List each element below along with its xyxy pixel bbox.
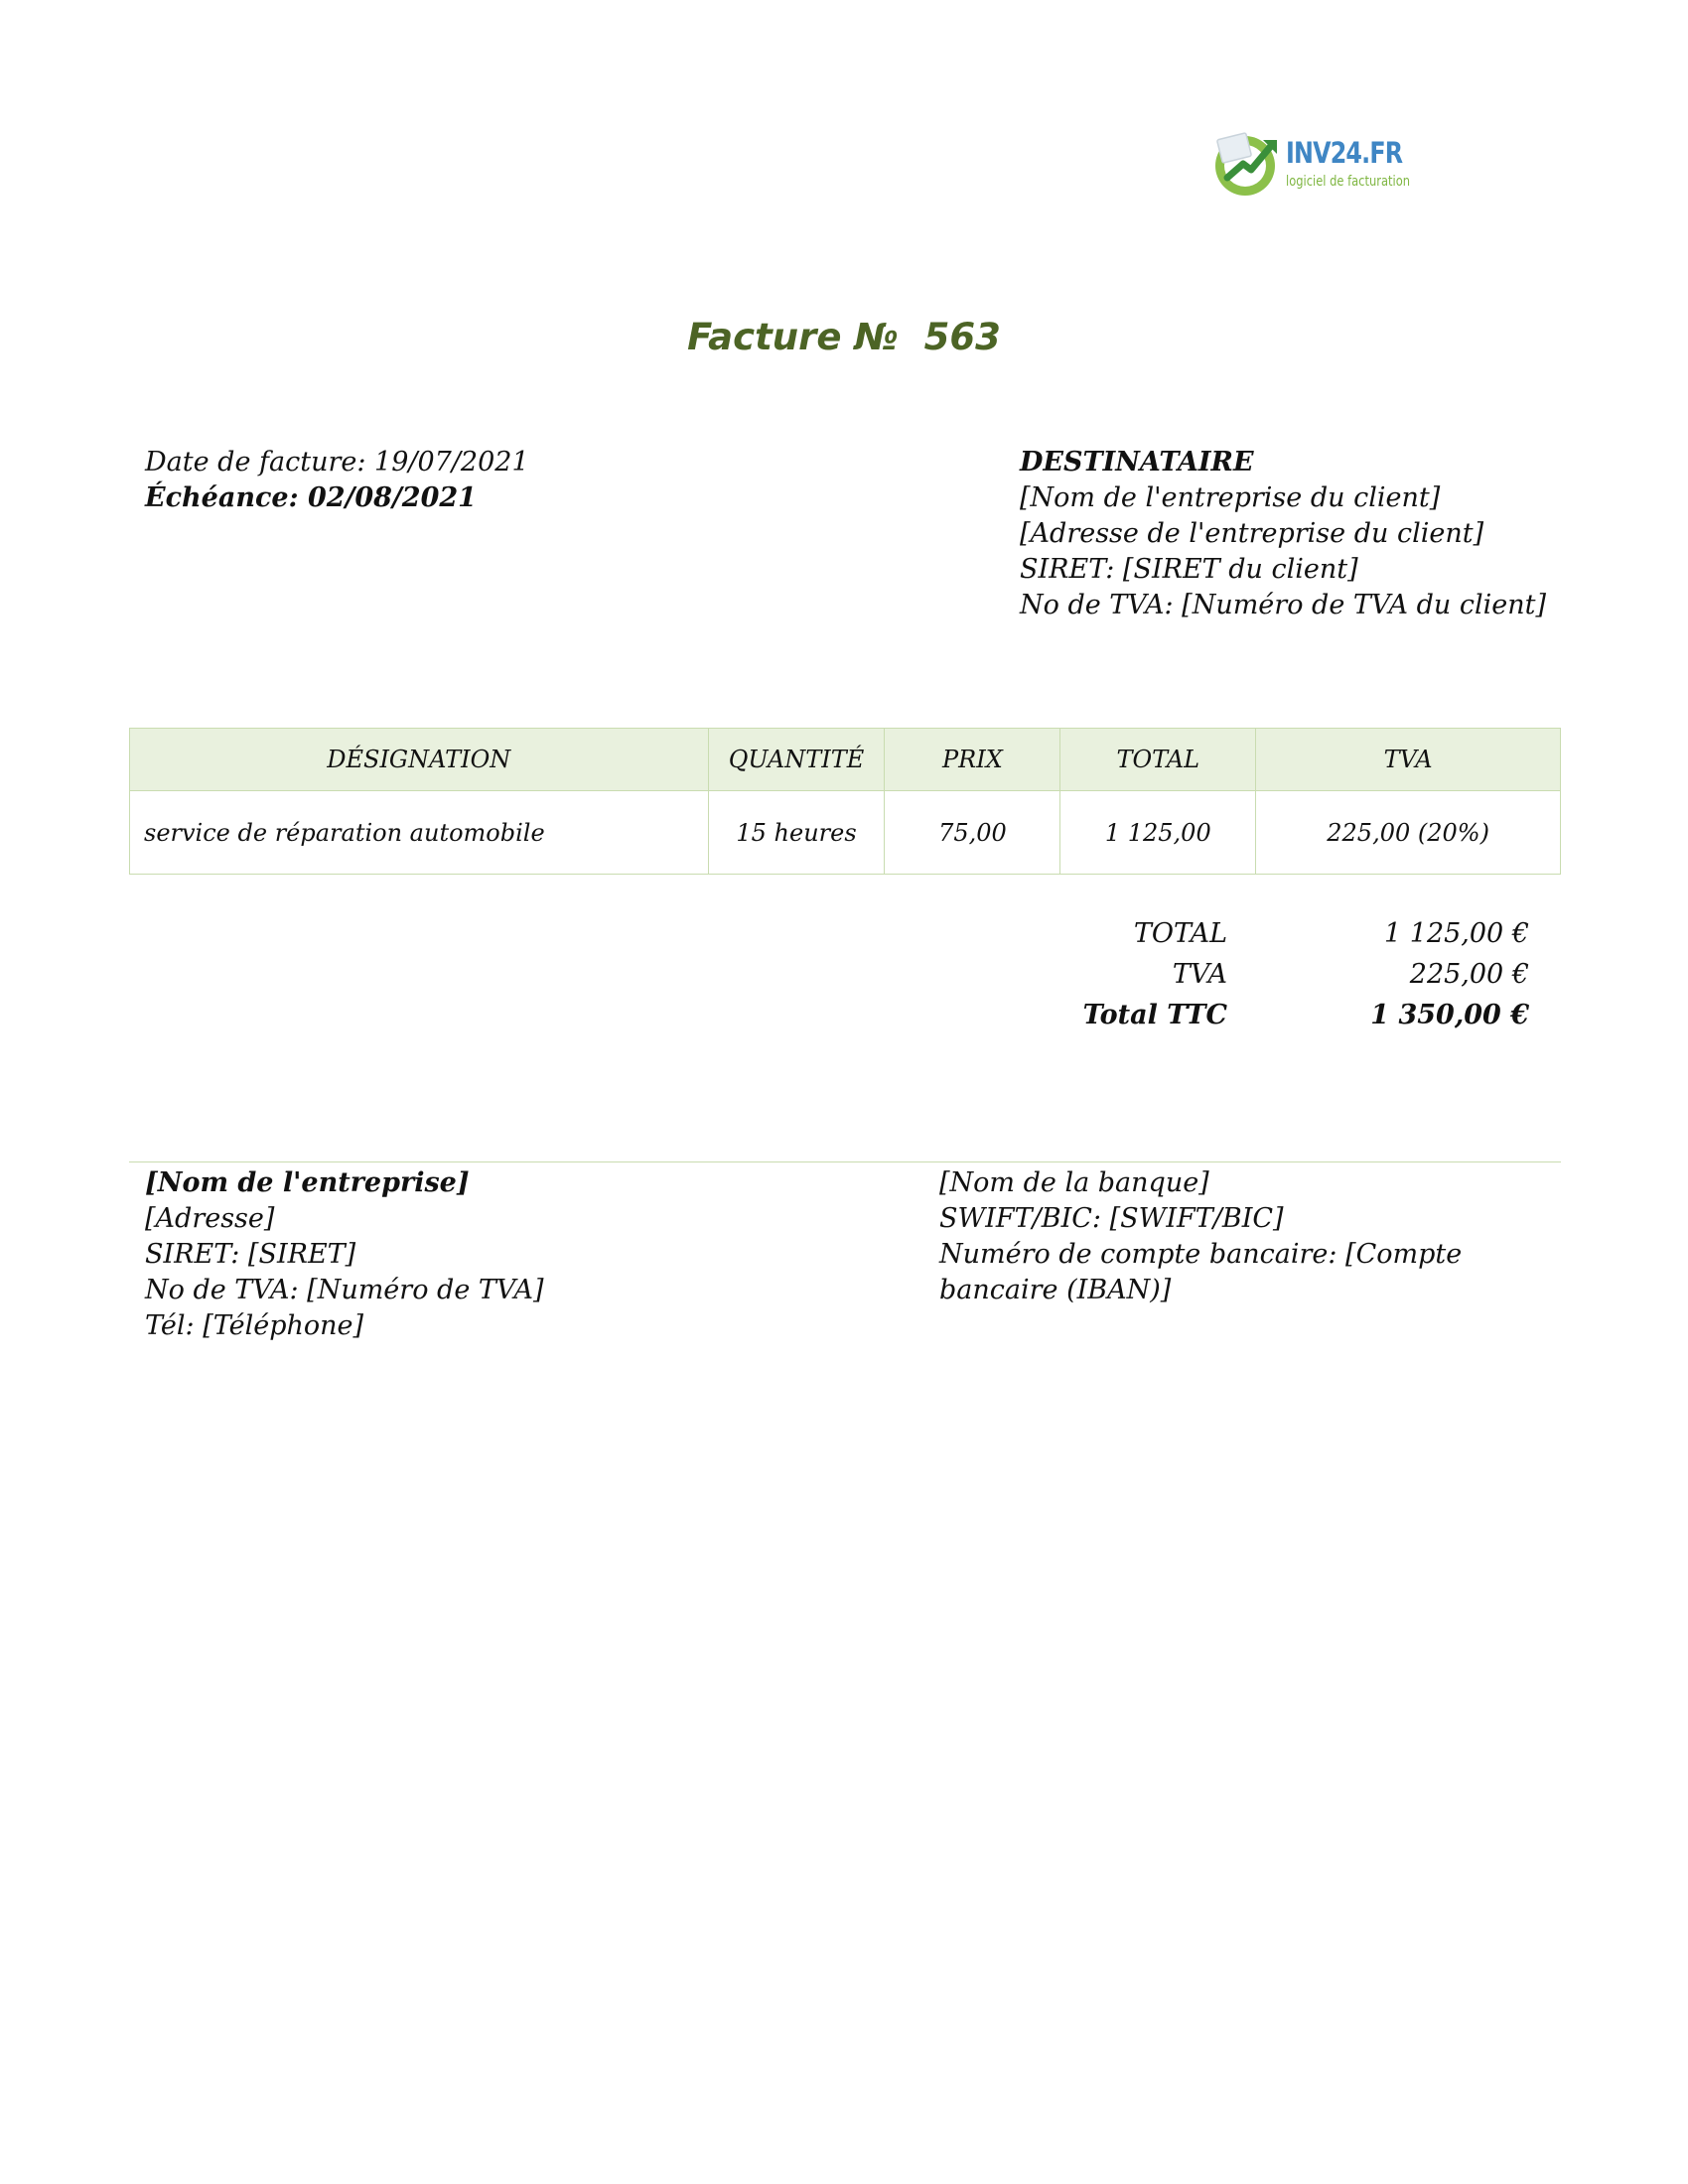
footer-divider	[129, 1161, 1561, 1162]
column-header-total: TOTAL	[1060, 729, 1256, 791]
client-name: [Nom de l'entreprise du client]	[1020, 482, 1441, 513]
logo-icon	[1213, 130, 1283, 200]
client-heading: DESTINATAIRE	[1020, 447, 1254, 478]
totals-row-subtotal	[1033, 913, 1529, 954]
issuer-vat-number: No de TVA: [Numéro de TVA]	[145, 1275, 544, 1305]
logo	[1213, 130, 1412, 200]
vat-value: 225,00 €	[1409, 959, 1529, 990]
due-date: Échéance: 02/08/2021	[145, 482, 477, 513]
totals-row-grand-total	[1033, 995, 1529, 1035]
column-header-price: PRIX	[885, 729, 1060, 791]
logo-name: INV24.FR	[1286, 136, 1403, 170]
grand-total-label: Total TTC	[1082, 1000, 1227, 1030]
client-address: [Adresse de l'entreprise du client]	[1020, 518, 1484, 549]
logo-tagline: logiciel de facturation	[1286, 174, 1411, 190]
client-block	[1020, 445, 1546, 623]
totals-block	[1033, 913, 1529, 1035]
table-header-row	[130, 729, 1561, 791]
column-header-quantity: QUANTITÉ	[708, 729, 885, 791]
column-header-vat: TVA	[1256, 729, 1561, 791]
totals-row-vat	[1033, 954, 1529, 995]
bank-swift: SWIFT/BIC: [SWIFT/BIC]	[939, 1203, 1284, 1234]
invoice-title: Facture № 563	[687, 316, 1001, 358]
client-vat-number: No de TVA: [Numéro de TVA du client]	[1020, 590, 1547, 620]
table-row	[130, 791, 1561, 875]
invoice-meta	[145, 445, 529, 516]
cell-price: 75,00	[885, 791, 1060, 875]
issuer-address: [Adresse]	[145, 1203, 275, 1234]
grand-total-value: 1 350,00 €	[1370, 1000, 1529, 1030]
vat-label: TVA	[1172, 959, 1227, 990]
bank-name: [Nom de la banque]	[939, 1167, 1209, 1198]
cell-quantity: 15 heures	[708, 791, 885, 875]
cell-total: 1 125,00	[1060, 791, 1256, 875]
cell-vat: 225,00 (20%)	[1256, 791, 1561, 875]
items-table	[129, 728, 1561, 875]
issuer-siret: SIRET: [SIRET]	[145, 1239, 356, 1270]
subtotal-label: TOTAL	[1133, 918, 1227, 949]
issuer-name: [Nom de l'entreprise]	[145, 1167, 470, 1198]
issuer-phone: Tél: [Téléphone]	[145, 1310, 364, 1341]
subtotal-value: 1 125,00 €	[1384, 918, 1529, 949]
column-header-designation: DÉSIGNATION	[130, 729, 709, 791]
issuer-block	[145, 1165, 544, 1344]
bank-block	[939, 1165, 1555, 1308]
client-siret: SIRET: [SIRET du client]	[1020, 554, 1358, 585]
cell-designation: service de réparation automobile	[130, 791, 709, 875]
bank-account: Numéro de compte bancaire: [Compte bancaire (IBAN)]	[939, 1239, 1463, 1305]
invoice-date: Date de facture: 19/07/2021	[145, 447, 529, 478]
